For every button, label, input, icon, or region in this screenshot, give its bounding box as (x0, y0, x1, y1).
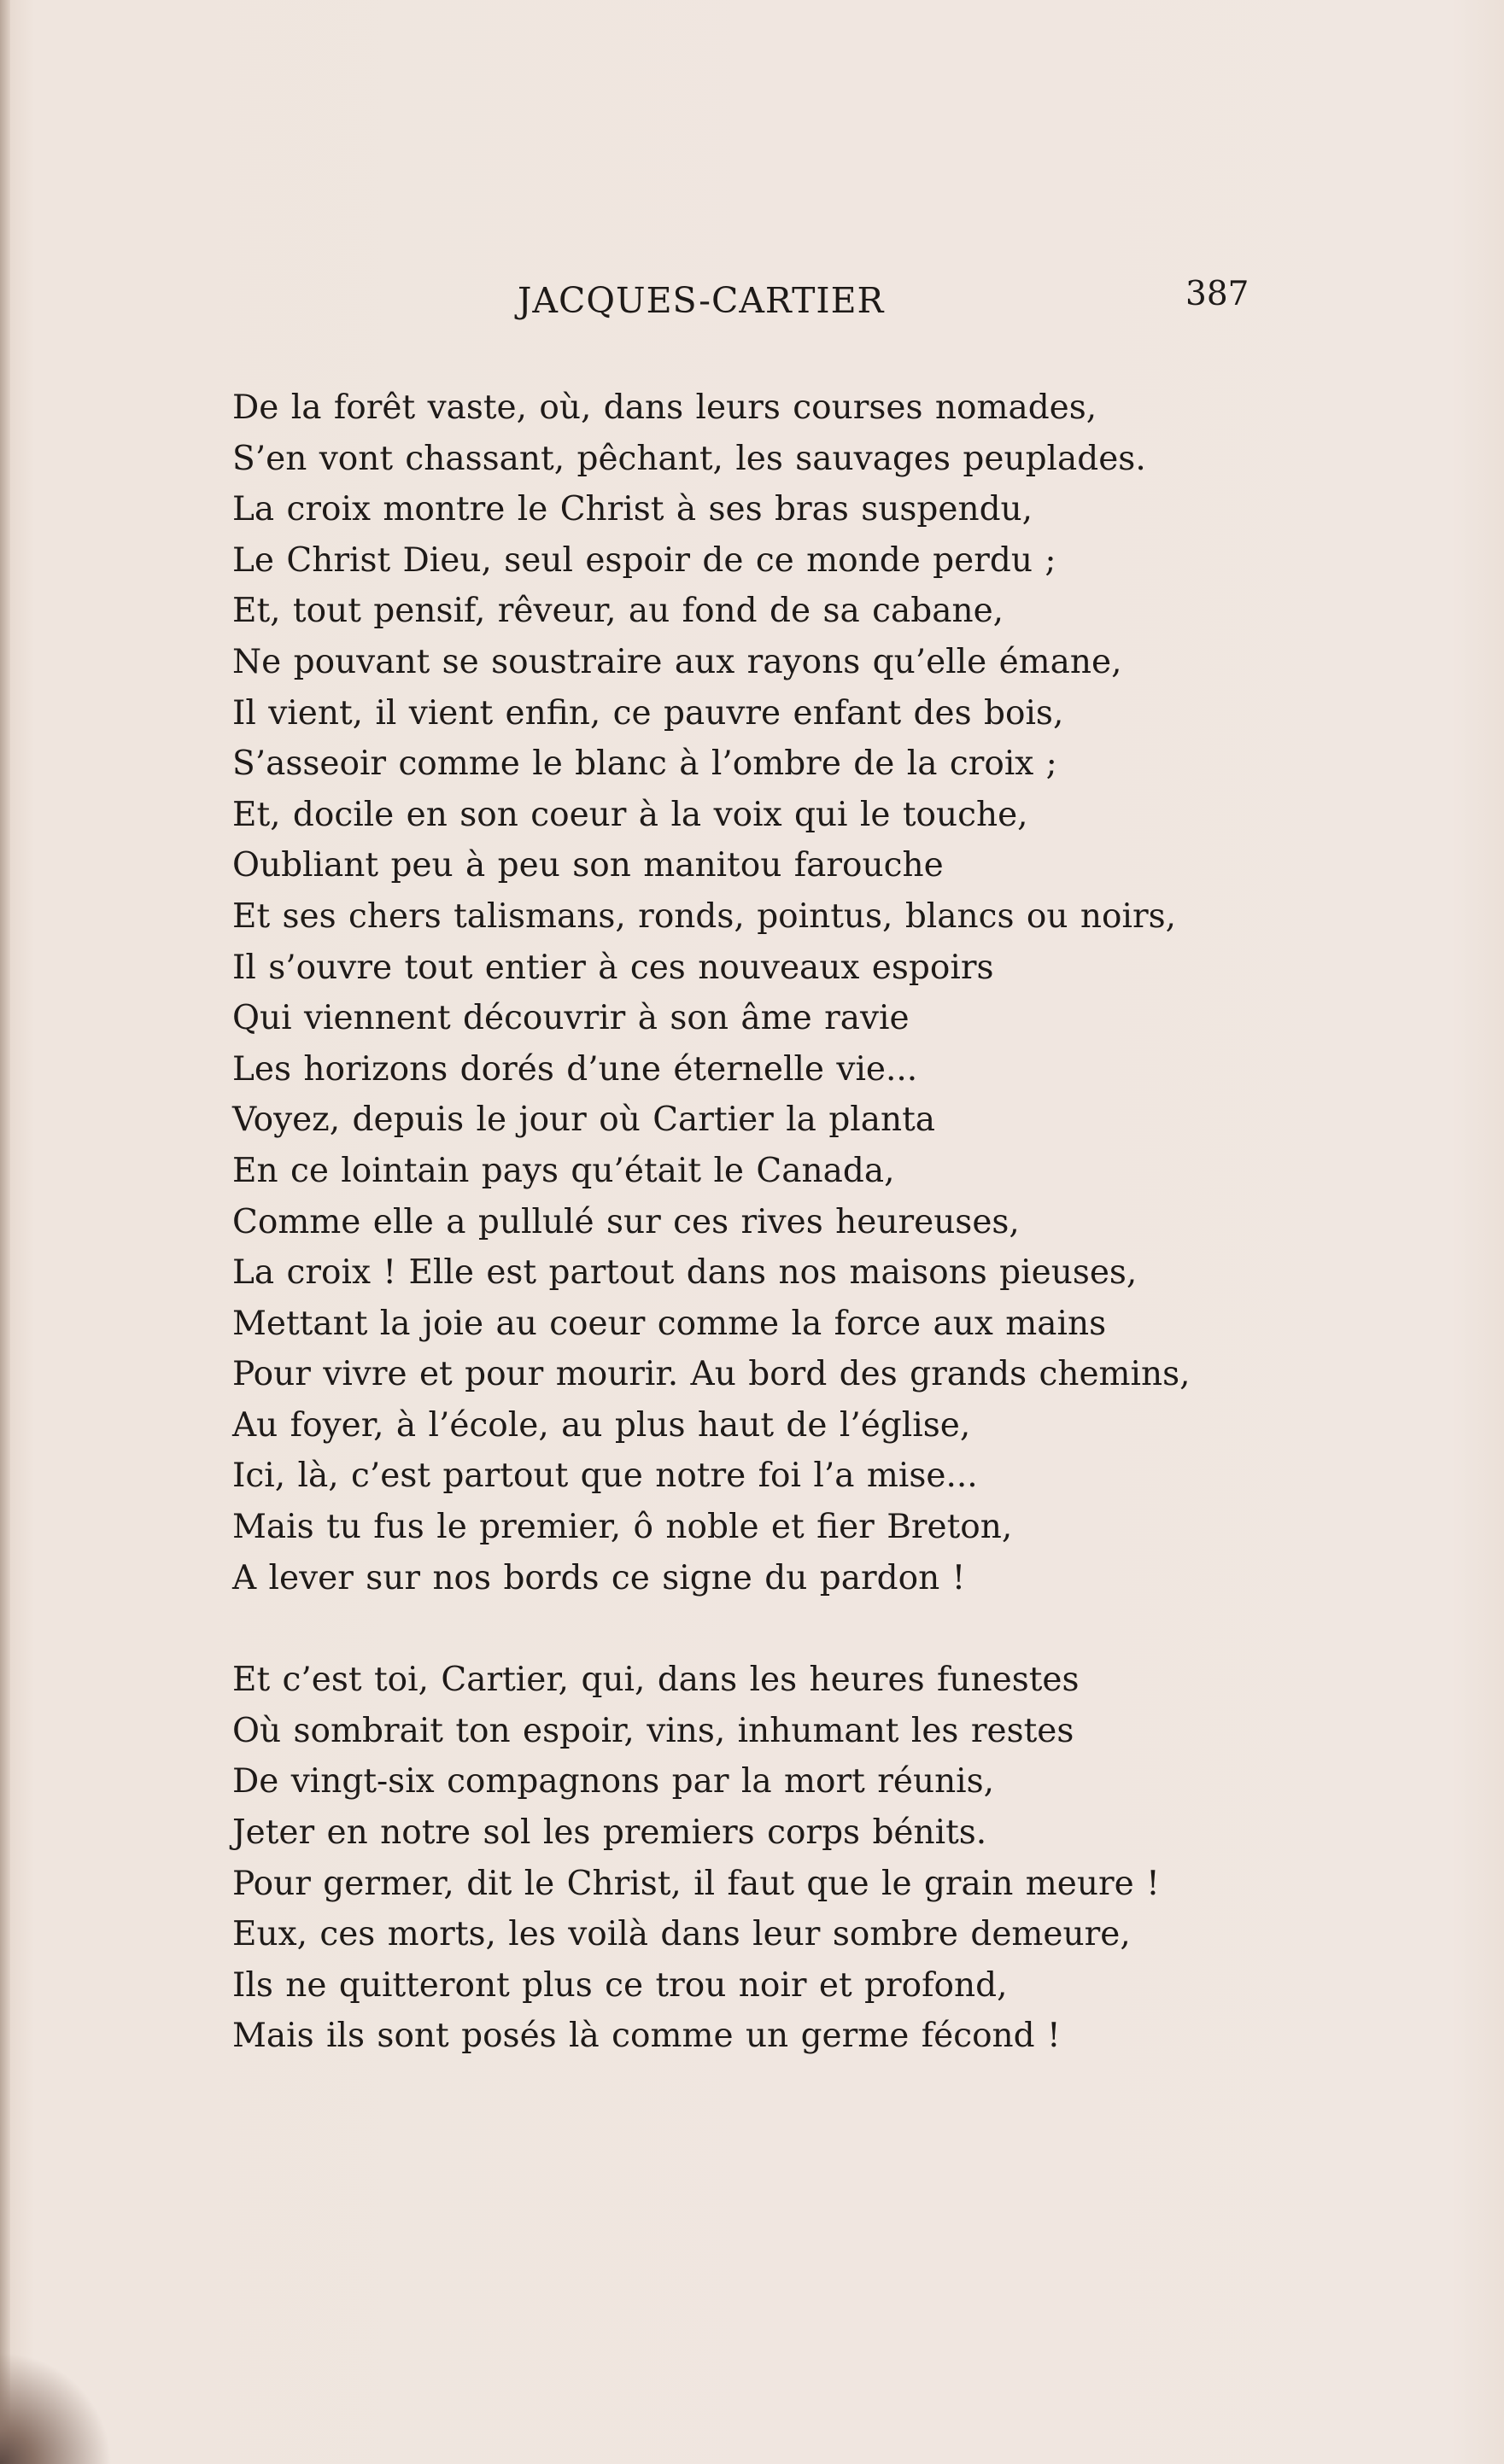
verse-line: Oubliant peu à peu son manitou farouche (232, 846, 944, 885)
verse-line: Comme elle a pullulé sur ces rives heureuses, (232, 1202, 1020, 1241)
page-number: 387 (1185, 275, 1249, 313)
verse-line: La croix ! Elle est partout dans nos maisons pieuses, (232, 1253, 1138, 1293)
verse-line: Les horizons dorés d’une éternelle vie... (232, 1049, 918, 1089)
verse-line: En ce lointain pays qu’était le Canada, (232, 1151, 895, 1190)
page-spine-edge (0, 0, 10, 2464)
poem-body (232, 382, 1343, 2090)
verse-line: Eux, ces morts, les voilà dans leur sombre demeure, (232, 1915, 1131, 1954)
verse-line: A lever sur nos bords ce signe du pardon ! (232, 1558, 966, 1597)
verse-line: Mais tu fus le premier, ô noble et fier Breton, (232, 1508, 1013, 1547)
verse-line: Et ses chers talismans, ronds, pointus, blancs ou noirs, (232, 896, 1177, 936)
verse-line: Où sombrait ton espoir, vins, inhumant les restes (232, 1711, 1074, 1750)
verse-line: La croix montre le Christ à ses bras suspendu, (232, 490, 1033, 529)
verse-line: Voyez, depuis le jour où Cartier la planta (232, 1101, 936, 1140)
verse-line: Et, docile en son coeur à la voix qui le touche, (232, 795, 1028, 834)
verse-line: Il s’ouvre tout entier à ces nouveaux espoirs (232, 948, 994, 987)
verse-line: De la forêt vaste, où, dans leurs courses nomades, (232, 388, 1097, 427)
verse-line: Ils ne quitteront plus ce trou noir et profond, (232, 1965, 1008, 2005)
verse-line: Il vient, il vient enfin, ce pauvre enfant des bois, (232, 693, 1064, 733)
verse-line: Le Christ Dieu, seul espoir de ce monde perdu ; (232, 540, 1056, 580)
verse-line: S’asseoir comme le blanc à l’ombre de la croix ; (232, 744, 1057, 784)
verse-line: Mettant la joie au coeur comme la force aux mains (232, 1304, 1107, 1343)
verse-line: Et, tout pensif, rêveur, au fond de sa cabane, (232, 592, 1004, 631)
verse-line: Mais ils sont posés là comme un germe fécond ! (232, 2017, 1061, 2056)
verse-line: Pour vivre et pour mourir. Au bord des grands chemins, (232, 1355, 1191, 1394)
stanza-2 (232, 1655, 1343, 2062)
stanza-1 (232, 382, 1343, 1603)
verse-line: Et c’est toi, Cartier, qui, dans les heures funestes (232, 1661, 1080, 1700)
verse-line: Qui viennent découvrir à son âme ravie (232, 999, 910, 1038)
verse-line: Pour germer, dit le Christ, il faut que le grain meure ! (232, 1864, 1160, 1903)
verse-line: Jeter en notre sol les premiers corps bénits. (232, 1813, 987, 1853)
verse-line: Ici, là, c’est partout que notre foi l’a mise... (232, 1457, 978, 1496)
running-head (0, 275, 1504, 326)
page-corner-shadow (0, 2353, 137, 2464)
verse-line: Au foyer, à l’école, au plus haut de l’église, (232, 1405, 971, 1445)
verse-line: De vingt-six compagnons par la mort réunis, (232, 1762, 995, 1801)
verse-line: S’en vont chassant, pêchant, les sauvages peuplades. (232, 439, 1146, 478)
verse-line: Ne pouvant se soustraire aux rayons qu’elle émane, (232, 642, 1122, 681)
running-title: JACQUES-CARTIER (518, 280, 885, 321)
